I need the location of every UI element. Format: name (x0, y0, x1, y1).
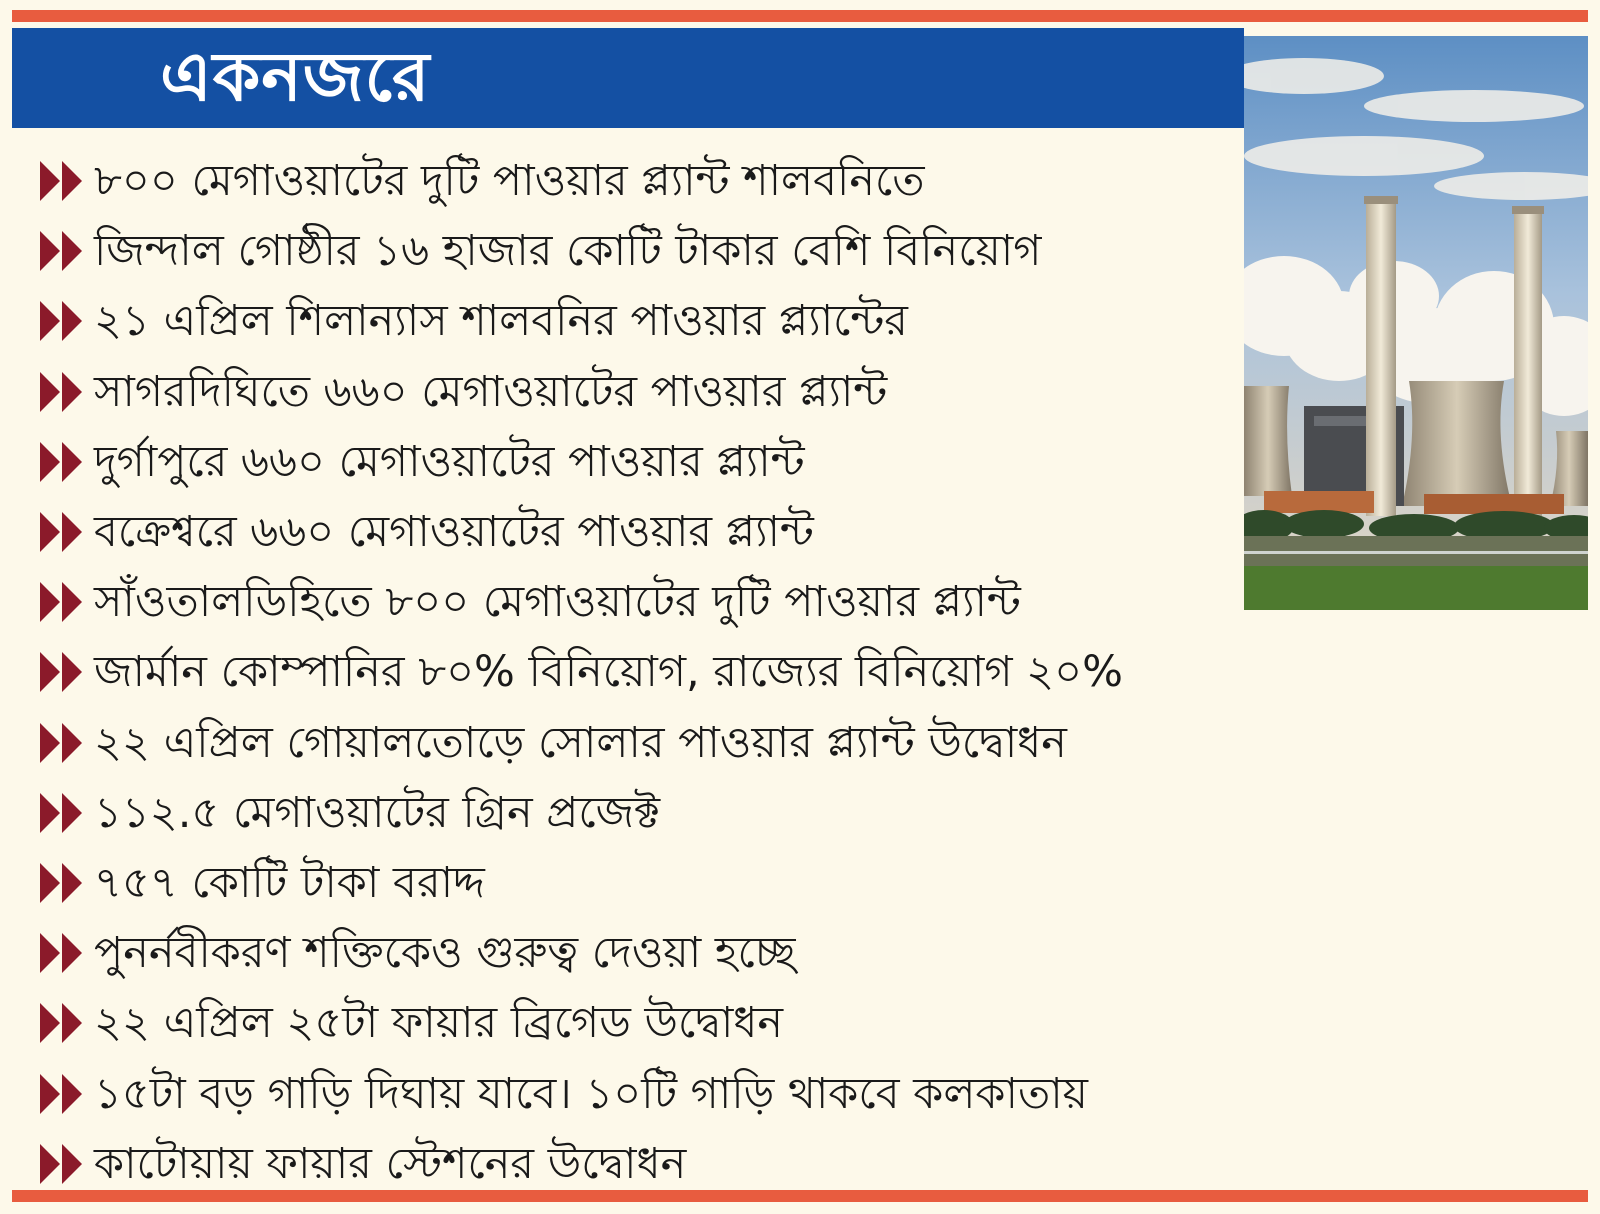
list-item (40, 918, 1340, 988)
list-item (40, 357, 1340, 427)
list-item (40, 708, 1340, 778)
list-item (40, 637, 1340, 707)
double-arrow-icon (40, 372, 86, 412)
list-item-text: ১১২.৫ মেগাওয়াটের গ্রিন প্রজেক্ট (94, 787, 661, 838)
list-item (40, 427, 1340, 497)
list-item (40, 497, 1340, 567)
double-arrow-icon (40, 582, 86, 622)
top-border (12, 10, 1588, 22)
list-item (40, 778, 1340, 848)
bullet-list (40, 146, 1340, 1199)
list-item-text: ৮০০ মেগাওয়াটের দুটি পাওয়ার প্ল্যান্ট শালবনিতে (94, 156, 925, 207)
list-item-text: বক্রেশ্বরে ৬৬০ মেগাওয়াটের পাওয়ার প্ল্যান্ট (94, 507, 814, 558)
double-arrow-icon (40, 1074, 86, 1114)
double-arrow-icon (40, 442, 86, 482)
double-arrow-icon (40, 793, 86, 833)
double-arrow-icon (40, 512, 86, 552)
list-item-text: ৭৫৭ কোটি টাকা বরাদ্দ (94, 857, 485, 908)
list-item (40, 567, 1340, 637)
list-item (40, 1058, 1340, 1128)
list-item-text: ২২ এপ্রিল ২৫টা ফায়ার ব্রিগেড উদ্বোধন (94, 998, 784, 1049)
double-arrow-icon (40, 652, 86, 692)
list-item (40, 988, 1340, 1058)
double-arrow-icon (40, 933, 86, 973)
list-item (40, 146, 1340, 216)
list-item-text: দুর্গাপুরে ৬৬০ মেগাওয়াটের পাওয়ার প্ল্যান্ট (94, 436, 805, 487)
double-arrow-icon (40, 231, 86, 271)
double-arrow-icon (40, 1144, 86, 1184)
page-title: একনজরে (160, 38, 431, 117)
double-arrow-icon (40, 161, 86, 201)
bottom-border (12, 1190, 1588, 1202)
list-item-text: পুনর্নবীকরণ শক্তিকেও গুরুত্ব দেওয়া হচ্ছে (94, 928, 796, 979)
double-arrow-icon (40, 863, 86, 903)
list-item (40, 286, 1340, 356)
list-item-text: সাগরদিঘিতে ৬৬০ মেগাওয়াটের পাওয়ার প্ল্যান্ট (94, 366, 888, 417)
list-item-text: ২১ এপ্রিল শিলান্যাস শালবনির পাওয়ার প্ল্যান্টের (94, 296, 908, 347)
list-item-text: সাঁওতালডিহিতে ৮০০ মেগাওয়াটের দুটি পাওয়ার প্ল্যান্ট (94, 577, 1021, 628)
list-item-text: ১৫টা বড় গাড়ি দিঘায় যাবে। ১০টি গাড়ি থাকবে কলকাতায় (94, 1068, 1089, 1119)
list-item-text: কাটোয়ায় ফায়ার স্টেশনের উদ্বোধন (94, 1138, 687, 1189)
list-item (40, 1129, 1340, 1199)
double-arrow-icon (40, 723, 86, 763)
list-item-text: ২২ এপ্রিল গোয়ালতোড়ে সোলার পাওয়ার প্ল্যান্ট উদ্বোধন (94, 717, 1067, 768)
list-item-text: জার্মান কোম্পানির ৮০% বিনিয়োগ, রাজ্যের বিনিয়োগ ২০% (94, 647, 1123, 698)
double-arrow-icon (40, 1003, 86, 1043)
list-item (40, 848, 1340, 918)
list-item (40, 216, 1340, 286)
list-item-text: জিন্দাল গোষ্ঠীর ১৬ হাজার কোটি টাকার বেশি বিনিয়োগ (94, 226, 1042, 277)
double-arrow-icon (40, 301, 86, 341)
